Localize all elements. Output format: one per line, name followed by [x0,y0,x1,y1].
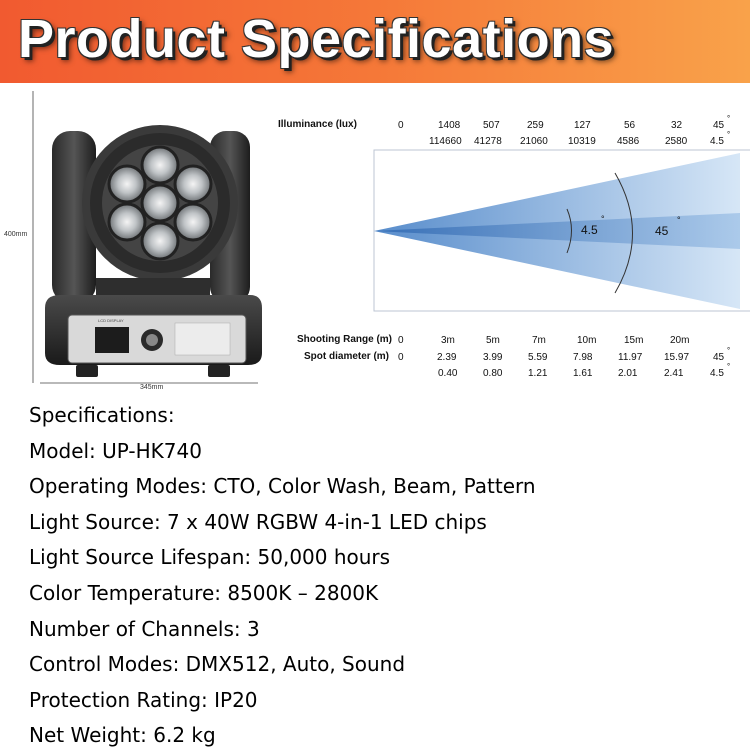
angle-small-label: 4.5 [581,223,598,237]
shooting-range-value: 5m [486,335,500,346]
spot-45-value: 15.97 [664,352,690,363]
shooting-range-value: 10m [577,335,597,346]
shooting-range-value: 0 [398,335,404,346]
shooting-range-value: 20m [670,335,690,346]
degree-symbol: ° [727,346,731,355]
degree-symbol: ° [727,362,731,371]
spot-45-value: 2.39 [437,352,457,363]
illuminance-45-value: 32 [671,120,683,131]
spot-4-5-value: 1.61 [573,368,593,379]
illuminance-4-5-value: 2580 [665,136,688,147]
illuminance-45-value: 45 [713,120,725,131]
spec-model: Model: UP-HK740 [29,438,202,463]
spot-4-5-value: 0.80 [483,368,503,379]
spot-4-5-value: 1.21 [528,368,548,379]
illuminance-4-5-value: 21060 [520,136,548,147]
illuminance-45-value: 56 [624,120,636,131]
illuminance-45-value: 127 [574,120,591,131]
spot-4-5-value: 0.40 [438,368,458,379]
spec-channels: Number of Channels: 3 [29,616,260,641]
spot-4-5-value: 4.5 [710,368,724,379]
spec-control-modes: Control Modes: DMX512, Auto, Sound [29,652,406,677]
spec-color-temperature: Color Temperature: 8500K – 2800K [29,580,379,605]
shooting-range-value: 15m [624,335,644,346]
illuminance-4-5-value: 4586 [617,136,640,147]
spec-protection-rating: Protection Rating: IP20 [29,687,258,712]
spot-45-value: 11.97 [618,352,643,363]
page-title: Product Specifications [18,9,615,69]
illuminance-45-value: 259 [527,120,544,131]
degree-symbol: ° [677,215,681,225]
degree-symbol: ° [727,114,731,123]
specifications-list [29,398,749,754]
spec-light-source: Light Source: 7 x 40W RGBW 4-in-1 LED chips [29,509,487,534]
spot-45-value: 45 [713,352,725,363]
spec-net-weight: Net Weight: 6.2 kg [29,723,216,748]
degree-symbol: ° [601,214,605,224]
shooting-range-label: Shooting Range (m) [297,334,392,345]
beam-angle-chart [270,83,750,393]
illuminance-4-5-value: 114660 [429,136,462,147]
panel-text: LCD DISPLAY [98,318,124,323]
width-dimension-label: 345mm [140,384,164,391]
moving-head-illustration [0,83,270,393]
illuminance-4-5-value: 10319 [568,136,596,147]
spec-lifespan: Light Source Lifespan: 50,000 hours [29,545,391,570]
spot-4-5-value: 2.41 [664,368,684,379]
shooting-range-value: 3m [441,335,455,346]
product-image [0,83,270,393]
height-dimension-label: 400mm [4,231,28,238]
illuminance-45-value: 1408 [438,120,461,131]
specs-heading: Specifications: [29,403,175,427]
illuminance-4-5-value: 41278 [474,136,502,147]
degree-symbol: ° [727,130,731,139]
spot-45-value: 3.99 [483,352,503,363]
spot-diameter-label: Spot diameter (m) [304,351,390,362]
spot-4-5-value: 2.01 [618,368,638,379]
title-banner [0,0,750,83]
illuminance-45-value: 0 [398,120,404,131]
illuminance-45-value: 507 [483,120,500,131]
spec-operating-modes: Operating Modes: CTO, Color Wash, Beam, Pattern [29,474,536,499]
shooting-range-value: 7m [532,335,546,346]
angle-large-label: 45 [655,224,669,238]
spot-45-value: 7.98 [573,352,593,363]
spot-45-value: 5.59 [528,352,548,363]
illuminance-label: Illuminance (lux) [278,119,357,130]
illuminance-4-5-value: 4.5 [710,136,724,147]
spot-45-value: 0 [398,352,404,363]
